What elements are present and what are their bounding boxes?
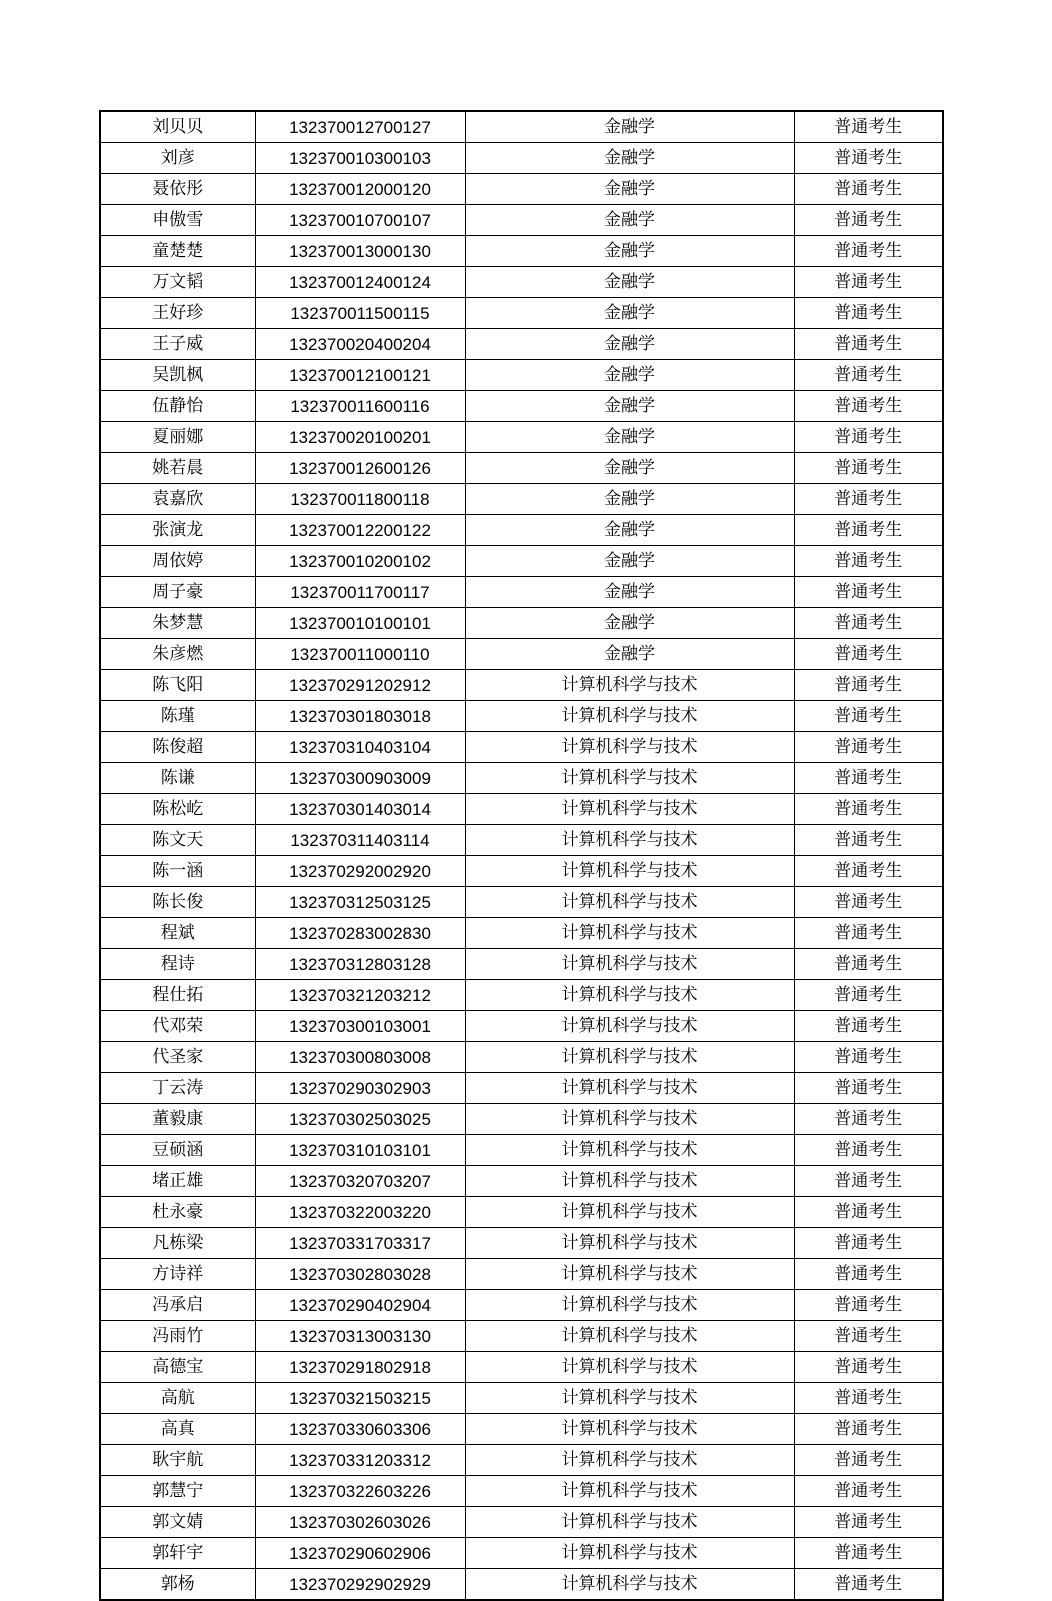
student-name-cell: 耿宇航 (100, 1445, 255, 1476)
major-cell: 计算机科学与技术 (465, 763, 794, 794)
student-name-cell: 聂依彤 (100, 174, 255, 205)
table-row (100, 174, 943, 205)
major-cell: 计算机科学与技术 (465, 794, 794, 825)
exam-id-cell: 132370290602906 (255, 1538, 465, 1569)
table-row (100, 1476, 943, 1507)
student-name-cell: 郭杨 (100, 1569, 255, 1601)
table-row (100, 1104, 943, 1135)
table-row (100, 422, 943, 453)
table-row (100, 1135, 943, 1166)
student-name-cell: 王子威 (100, 329, 255, 360)
applicant-type-cell: 普通考生 (794, 794, 943, 825)
applicant-type-cell: 普通考生 (794, 887, 943, 918)
applicant-type-cell: 普通考生 (794, 236, 943, 267)
student-name-cell: 陈文天 (100, 825, 255, 856)
exam-id-cell: 132370312803128 (255, 949, 465, 980)
student-name-cell: 董毅康 (100, 1104, 255, 1135)
applicant-type-cell: 普通考生 (794, 1476, 943, 1507)
student-name-cell: 堵正雄 (100, 1166, 255, 1197)
table-row (100, 453, 943, 484)
table-row (100, 546, 943, 577)
exam-id-cell: 132370321503215 (255, 1383, 465, 1414)
table-row (100, 360, 943, 391)
student-name-cell: 朱彦燃 (100, 639, 255, 670)
student-name-cell: 冯雨竹 (100, 1321, 255, 1352)
major-cell: 计算机科学与技术 (465, 1414, 794, 1445)
student-name-cell: 陈俊超 (100, 732, 255, 763)
applicant-type-cell: 普通考生 (794, 918, 943, 949)
exam-id-cell: 132370301403014 (255, 794, 465, 825)
major-cell: 金融学 (465, 577, 794, 608)
major-cell: 计算机科学与技术 (465, 1290, 794, 1321)
applicant-type-cell: 普通考生 (794, 1073, 943, 1104)
exam-id-cell: 132370312503125 (255, 887, 465, 918)
table-row (100, 1538, 943, 1569)
table-row (100, 111, 943, 143)
table-row (100, 701, 943, 732)
applicant-type-cell: 普通考生 (794, 1414, 943, 1445)
applicant-type-cell: 普通考生 (794, 1569, 943, 1601)
major-cell: 计算机科学与技术 (465, 1383, 794, 1414)
applicant-type-cell: 普通考生 (794, 1352, 943, 1383)
major-cell: 计算机科学与技术 (465, 701, 794, 732)
applicant-type-cell: 普通考生 (794, 763, 943, 794)
major-cell: 金融学 (465, 111, 794, 143)
major-cell: 计算机科学与技术 (465, 1476, 794, 1507)
table-row (100, 639, 943, 670)
student-name-cell: 夏丽娜 (100, 422, 255, 453)
exam-id-cell: 132370011800118 (255, 484, 465, 515)
exam-id-cell: 132370320703207 (255, 1166, 465, 1197)
student-name-cell: 童楚楚 (100, 236, 255, 267)
student-name-cell: 周子豪 (100, 577, 255, 608)
student-name-cell: 高德宝 (100, 1352, 255, 1383)
student-name-cell: 冯承启 (100, 1290, 255, 1321)
exam-id-cell: 132370302803028 (255, 1259, 465, 1290)
applicant-type-cell: 普通考生 (794, 1166, 943, 1197)
student-name-cell: 豆硕涵 (100, 1135, 255, 1166)
exam-id-cell: 132370322603226 (255, 1476, 465, 1507)
exam-id-cell: 132370013000130 (255, 236, 465, 267)
exam-id-cell: 132370012100121 (255, 360, 465, 391)
exam-id-cell: 132370302503025 (255, 1104, 465, 1135)
student-name-cell: 方诗祥 (100, 1259, 255, 1290)
table-row (100, 1228, 943, 1259)
major-cell: 计算机科学与技术 (465, 1259, 794, 1290)
major-cell: 计算机科学与技术 (465, 1538, 794, 1569)
exam-id-cell: 132370331703317 (255, 1228, 465, 1259)
student-name-cell: 陈长俊 (100, 887, 255, 918)
major-cell: 金融学 (465, 639, 794, 670)
exam-id-cell: 132370291202912 (255, 670, 465, 701)
table-row (100, 1383, 943, 1414)
table-row (100, 794, 943, 825)
major-cell: 计算机科学与技术 (465, 1445, 794, 1476)
major-cell: 金融学 (465, 267, 794, 298)
applicant-type-cell: 普通考生 (794, 1104, 943, 1135)
major-cell: 金融学 (465, 422, 794, 453)
student-name-cell: 刘彦 (100, 143, 255, 174)
exam-id-cell: 132370012400124 (255, 267, 465, 298)
applicant-type-cell: 普通考生 (794, 267, 943, 298)
exam-id-cell: 132370010300103 (255, 143, 465, 174)
applicant-type-cell: 普通考生 (794, 546, 943, 577)
major-cell: 计算机科学与技术 (465, 1135, 794, 1166)
table-row (100, 329, 943, 360)
table-row (100, 1166, 943, 1197)
applicant-type-cell: 普通考生 (794, 608, 943, 639)
exam-id-cell: 132370011600116 (255, 391, 465, 422)
student-name-cell: 程仕拓 (100, 980, 255, 1011)
table-row (100, 980, 943, 1011)
student-name-cell: 丁云涛 (100, 1073, 255, 1104)
exam-id-cell: 132370310403104 (255, 732, 465, 763)
major-cell: 计算机科学与技术 (465, 949, 794, 980)
exam-id-cell: 132370321203212 (255, 980, 465, 1011)
student-name-cell: 王好珍 (100, 298, 255, 329)
table-row (100, 484, 943, 515)
table-row (100, 1352, 943, 1383)
applicant-type-cell: 普通考生 (794, 1042, 943, 1073)
student-name-cell: 刘贝贝 (100, 111, 255, 143)
applicant-type-cell: 普通考生 (794, 732, 943, 763)
table-row (100, 1445, 943, 1476)
exam-id-cell: 132370010100101 (255, 608, 465, 639)
table-row (100, 236, 943, 267)
exam-id-cell: 132370310103101 (255, 1135, 465, 1166)
student-name-cell: 陈松屹 (100, 794, 255, 825)
student-name-cell: 代圣家 (100, 1042, 255, 1073)
student-name-cell: 陈一涵 (100, 856, 255, 887)
exam-id-cell: 132370011000110 (255, 639, 465, 670)
applicant-type-cell: 普通考生 (794, 577, 943, 608)
applicant-type-cell: 普通考生 (794, 360, 943, 391)
exam-id-cell: 132370010700107 (255, 205, 465, 236)
student-name-cell: 陈瑾 (100, 701, 255, 732)
major-cell: 金融学 (465, 515, 794, 546)
exam-id-cell: 132370012700127 (255, 111, 465, 143)
applicant-type-cell: 普通考生 (794, 1383, 943, 1414)
applicant-type-cell: 普通考生 (794, 111, 943, 143)
table-row (100, 670, 943, 701)
applicant-type-cell: 普通考生 (794, 949, 943, 980)
table-row (100, 1011, 943, 1042)
major-cell: 计算机科学与技术 (465, 732, 794, 763)
student-name-cell: 申傲雪 (100, 205, 255, 236)
major-cell: 计算机科学与技术 (465, 1507, 794, 1538)
major-cell: 计算机科学与技术 (465, 1166, 794, 1197)
exam-id-cell: 132370290302903 (255, 1073, 465, 1104)
table-row (100, 1197, 943, 1228)
student-name-cell: 凡栋梁 (100, 1228, 255, 1259)
table-row (100, 515, 943, 546)
major-cell: 金融学 (465, 391, 794, 422)
applicant-type-cell: 普通考生 (794, 1290, 943, 1321)
student-name-cell: 程诗 (100, 949, 255, 980)
table-row (100, 1073, 943, 1104)
student-name-cell: 姚若晨 (100, 453, 255, 484)
exam-id-cell: 132370012600126 (255, 453, 465, 484)
major-cell: 计算机科学与技术 (465, 887, 794, 918)
major-cell: 计算机科学与技术 (465, 1073, 794, 1104)
table-row (100, 763, 943, 794)
student-name-cell: 袁嘉欣 (100, 484, 255, 515)
table-row (100, 1290, 943, 1321)
applicant-type-cell: 普通考生 (794, 701, 943, 732)
major-cell: 金融学 (465, 608, 794, 639)
table-row (100, 1569, 943, 1601)
exam-id-cell: 132370313003130 (255, 1321, 465, 1352)
applicant-type-cell: 普通考生 (794, 1228, 943, 1259)
table-row (100, 1321, 943, 1352)
exam-id-cell: 132370322003220 (255, 1197, 465, 1228)
roster-body (100, 111, 943, 1600)
applicant-type-cell: 普通考生 (794, 670, 943, 701)
major-cell: 金融学 (465, 329, 794, 360)
major-cell: 计算机科学与技术 (465, 1042, 794, 1073)
major-cell: 金融学 (465, 453, 794, 484)
student-name-cell: 高航 (100, 1383, 255, 1414)
student-name-cell: 张演龙 (100, 515, 255, 546)
applicant-type-cell: 普通考生 (794, 515, 943, 546)
exam-id-cell: 132370301803018 (255, 701, 465, 732)
student-name-cell: 郭轩宇 (100, 1538, 255, 1569)
applicant-type-cell: 普通考生 (794, 174, 943, 205)
table-row (100, 205, 943, 236)
exam-id-cell: 132370020400204 (255, 329, 465, 360)
student-name-cell: 代邓荣 (100, 1011, 255, 1042)
major-cell: 计算机科学与技术 (465, 980, 794, 1011)
table-row (100, 887, 943, 918)
major-cell: 金融学 (465, 546, 794, 577)
major-cell: 金融学 (465, 360, 794, 391)
table-row (100, 1414, 943, 1445)
major-cell: 金融学 (465, 205, 794, 236)
exam-id-cell: 132370300903009 (255, 763, 465, 794)
applicant-type-cell: 普通考生 (794, 298, 943, 329)
table-row (100, 825, 943, 856)
exam-id-cell: 132370291802918 (255, 1352, 465, 1383)
major-cell: 计算机科学与技术 (465, 1569, 794, 1601)
table-row (100, 143, 943, 174)
student-name-cell: 伍静怡 (100, 391, 255, 422)
applicant-type-cell: 普通考生 (794, 422, 943, 453)
applicant-type-cell: 普通考生 (794, 1507, 943, 1538)
applicant-type-cell: 普通考生 (794, 1135, 943, 1166)
student-name-cell: 朱梦慧 (100, 608, 255, 639)
exam-id-cell: 132370300103001 (255, 1011, 465, 1042)
major-cell: 计算机科学与技术 (465, 856, 794, 887)
major-cell: 计算机科学与技术 (465, 1228, 794, 1259)
applicant-type-cell: 普通考生 (794, 1011, 943, 1042)
table-row (100, 298, 943, 329)
table-row (100, 732, 943, 763)
exam-id-cell: 132370331203312 (255, 1445, 465, 1476)
major-cell: 计算机科学与技术 (465, 1197, 794, 1228)
applicant-type-cell: 普通考生 (794, 329, 943, 360)
student-name-cell: 陈飞阳 (100, 670, 255, 701)
major-cell: 计算机科学与技术 (465, 1352, 794, 1383)
table-row (100, 1042, 943, 1073)
exam-id-cell: 132370012000120 (255, 174, 465, 205)
student-name-cell: 万文韬 (100, 267, 255, 298)
student-name-cell: 周依婷 (100, 546, 255, 577)
student-name-cell: 陈谦 (100, 763, 255, 794)
major-cell: 金融学 (465, 298, 794, 329)
applicant-type-cell: 普通考生 (794, 143, 943, 174)
exam-id-cell: 132370292002920 (255, 856, 465, 887)
table-row (100, 391, 943, 422)
applicant-type-cell: 普通考生 (794, 205, 943, 236)
applicant-type-cell: 普通考生 (794, 1197, 943, 1228)
exam-id-cell: 132370012200122 (255, 515, 465, 546)
exam-id-cell: 132370292902929 (255, 1569, 465, 1601)
exam-id-cell: 132370283002830 (255, 918, 465, 949)
applicant-type-cell: 普通考生 (794, 856, 943, 887)
major-cell: 计算机科学与技术 (465, 1104, 794, 1135)
student-name-cell: 高真 (100, 1414, 255, 1445)
student-name-cell: 郭慧宁 (100, 1476, 255, 1507)
table-row (100, 1507, 943, 1538)
table-row (100, 267, 943, 298)
table-row (100, 608, 943, 639)
student-name-cell: 程斌 (100, 918, 255, 949)
applicant-type-cell: 普通考生 (794, 1259, 943, 1290)
table-row (100, 1259, 943, 1290)
exam-id-cell: 132370011700117 (255, 577, 465, 608)
exam-id-cell: 132370010200102 (255, 546, 465, 577)
major-cell: 金融学 (465, 174, 794, 205)
exam-id-cell: 132370011500115 (255, 298, 465, 329)
table-row (100, 949, 943, 980)
major-cell: 金融学 (465, 236, 794, 267)
exam-id-cell: 132370300803008 (255, 1042, 465, 1073)
applicant-type-cell: 普通考生 (794, 1445, 943, 1476)
student-name-cell: 杜永豪 (100, 1197, 255, 1228)
roster-table (99, 110, 944, 1601)
exam-id-cell: 132370020100201 (255, 422, 465, 453)
table-row (100, 577, 943, 608)
exam-id-cell: 132370290402904 (255, 1290, 465, 1321)
applicant-type-cell: 普通考生 (794, 825, 943, 856)
exam-id-cell: 132370330603306 (255, 1414, 465, 1445)
student-name-cell: 郭文婧 (100, 1507, 255, 1538)
major-cell: 金融学 (465, 484, 794, 515)
exam-id-cell: 132370311403114 (255, 825, 465, 856)
exam-id-cell: 132370302603026 (255, 1507, 465, 1538)
applicant-type-cell: 普通考生 (794, 639, 943, 670)
major-cell: 计算机科学与技术 (465, 1011, 794, 1042)
major-cell: 计算机科学与技术 (465, 918, 794, 949)
applicant-type-cell: 普通考生 (794, 1321, 943, 1352)
table-row (100, 918, 943, 949)
applicant-type-cell: 普通考生 (794, 484, 943, 515)
applicant-type-cell: 普通考生 (794, 980, 943, 1011)
major-cell: 计算机科学与技术 (465, 825, 794, 856)
major-cell: 计算机科学与技术 (465, 670, 794, 701)
table-row (100, 856, 943, 887)
applicant-type-cell: 普通考生 (794, 453, 943, 484)
student-name-cell: 吴凯枫 (100, 360, 255, 391)
major-cell: 金融学 (465, 143, 794, 174)
major-cell: 计算机科学与技术 (465, 1321, 794, 1352)
applicant-type-cell: 普通考生 (794, 1538, 943, 1569)
applicant-type-cell: 普通考生 (794, 391, 943, 422)
